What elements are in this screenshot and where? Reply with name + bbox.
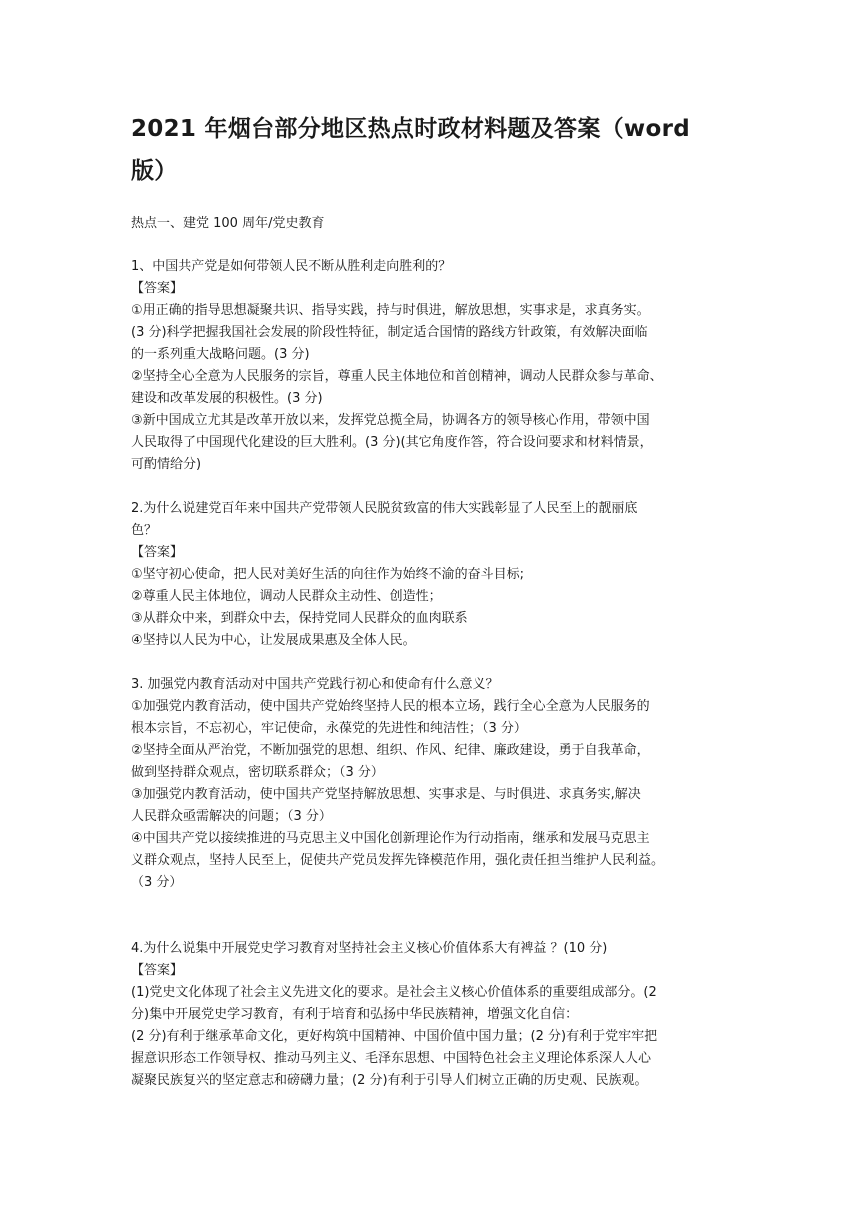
answer-3-line: ④中国共产党以接续推进的马克思主义中国化创新理论作为行动指南，继承和发展马克思主 [131, 831, 650, 846]
question-1-text: 1、中国共产党是如何带领人民不断从胜利走向胜利的？ [131, 259, 452, 274]
answer-3-line: ②坚持全面从严治党，不断加强党的思想、组织、作风、纪律、廉政建设，勇于自我革命， [131, 743, 650, 758]
answer-3-line: 做到坚持群众观点，密切联系群众；（3 分） [131, 765, 384, 780]
answer-1-line: ①用正确的指导思想凝聚共识、指导实践，持与时俱进，解放思想，实事求是，求真务实。 [131, 303, 650, 318]
question-block-2 [131, 498, 731, 652]
question-2-text-line-2: 色？ [131, 523, 158, 538]
answer-1-line: 建设和改革发展的积极性。(3 分) [131, 391, 323, 406]
question-2-text-line-1: 2.为什么说建党百年来中国共产党带领人民脱贫致富的伟大实践彰显了人民至上的靓丽底 [131, 501, 638, 516]
answer-3-line: 根本宗旨，不忘初心，牢记使命，永葆党的先进性和纯洁性；（3 分） [131, 721, 527, 736]
spacer [131, 894, 731, 938]
answer-2-line: ④坚持以人民为中心，让发展成果惠及全体人民。 [131, 633, 416, 648]
answer-3-line: ③加强党内教育活动，使中国共产党坚持解放思想、实事求是、与时俱进、求真务实,解决 [131, 787, 641, 802]
answer-1-line: ③新中国成立尤其是改革开放以来，发挥党总揽全局，协调各方的领导核心作用，带领中国 [131, 413, 650, 428]
answer-4-line: (1)党史文化体现了社会主义先进文化的要求。是社会主义核心价值体系的重要组成部分。(2 [131, 985, 657, 1000]
answer-label-2: 【答案】 [131, 545, 184, 560]
answer-3-line: ①加强党内教育活动，使中国共产党始终坚持人民的根本立场，践行全心全意为人民服务的 [131, 699, 650, 714]
answer-3-line: （3 分） [131, 875, 183, 890]
answer-1-line: 人民取得了中国现代化建设的巨大胜利。(3 分)(其它角度作答，符合设问要求和材料情景， [131, 435, 653, 450]
question-3-text: 3. 加强党内教育活动对中国共产党践行初心和使命有什么意义？ [131, 677, 499, 692]
question-block-3 [131, 674, 731, 894]
question-block-1 [131, 256, 731, 476]
answer-2-line: ①坚守初心使命，把人民对美好生活的向往作为始终不渝的奋斗目标; [131, 567, 525, 582]
answer-2-line: ②尊重人民主体地位，调动人民群众主动性、创造性； [131, 589, 442, 604]
question-4-text: 4.为什么说集中开展党史学习教育对坚持社会主义核心价值体系大有裨益 ？(10 分) [131, 941, 608, 956]
answer-4-line: (2 分)有利于继承革命文化，更好构筑中国精神、中国价值中国力量；(2 分)有利于党牢牢把 [131, 1029, 658, 1044]
answer-1-line: ②坚持全心全意为人民服务的宗旨，尊重人民主体地位和首创精神，调动人民群众参与革命、 [131, 369, 663, 384]
answer-4-line: 凝聚民族复兴的坚定意志和磅礴力量；(2 分)有利于引导人们树立正确的历史观、民族观。 [131, 1073, 648, 1088]
answer-3-line: 人民群众亟需解决的问题；（3 分） [131, 809, 332, 824]
answer-1-line: (3 分)科学把握我国社会发展的阶段性特征，制定适合国情的路线方针政策，有效解决面临 [131, 325, 648, 340]
title-line-2: 版） [131, 158, 178, 184]
spacer [131, 476, 731, 498]
document-page [131, 108, 731, 1092]
title-line-1: 2021 年烟台部分地区热点时政材料题及答案（word [131, 116, 690, 142]
document-title [131, 108, 731, 192]
answer-1-line: 的一系列重大战略问题。(3 分) [131, 347, 310, 362]
question-block-4 [131, 938, 731, 1092]
hotspot-heading: 热点一、建党 100 周年/党史教育 [131, 216, 325, 231]
answer-2-line: ③从群众中来，到群众中去，保持党同人民群众的血肉联系 [131, 611, 468, 626]
answer-1-line: 可酌情给分) [131, 457, 202, 472]
answer-label-4: 【答案】 [131, 963, 184, 978]
spacer [131, 652, 731, 674]
answer-3-line: 义群众观点，坚持人民至上，促使共产党员发挥先锋模范作用，强化责任担当维护人民利益。 [131, 853, 665, 868]
answer-label-1: 【答案】 [131, 281, 184, 296]
answer-4-line: 握意识形态工作领导权、推动马列主义、毛泽东思想、中国特色社会主义理论体系深人人心 [131, 1051, 652, 1066]
answer-4-line: 分)集中开展党史学习教育，有利于培育和弘扬中华民族精神，增强文化自信： [131, 1007, 579, 1022]
